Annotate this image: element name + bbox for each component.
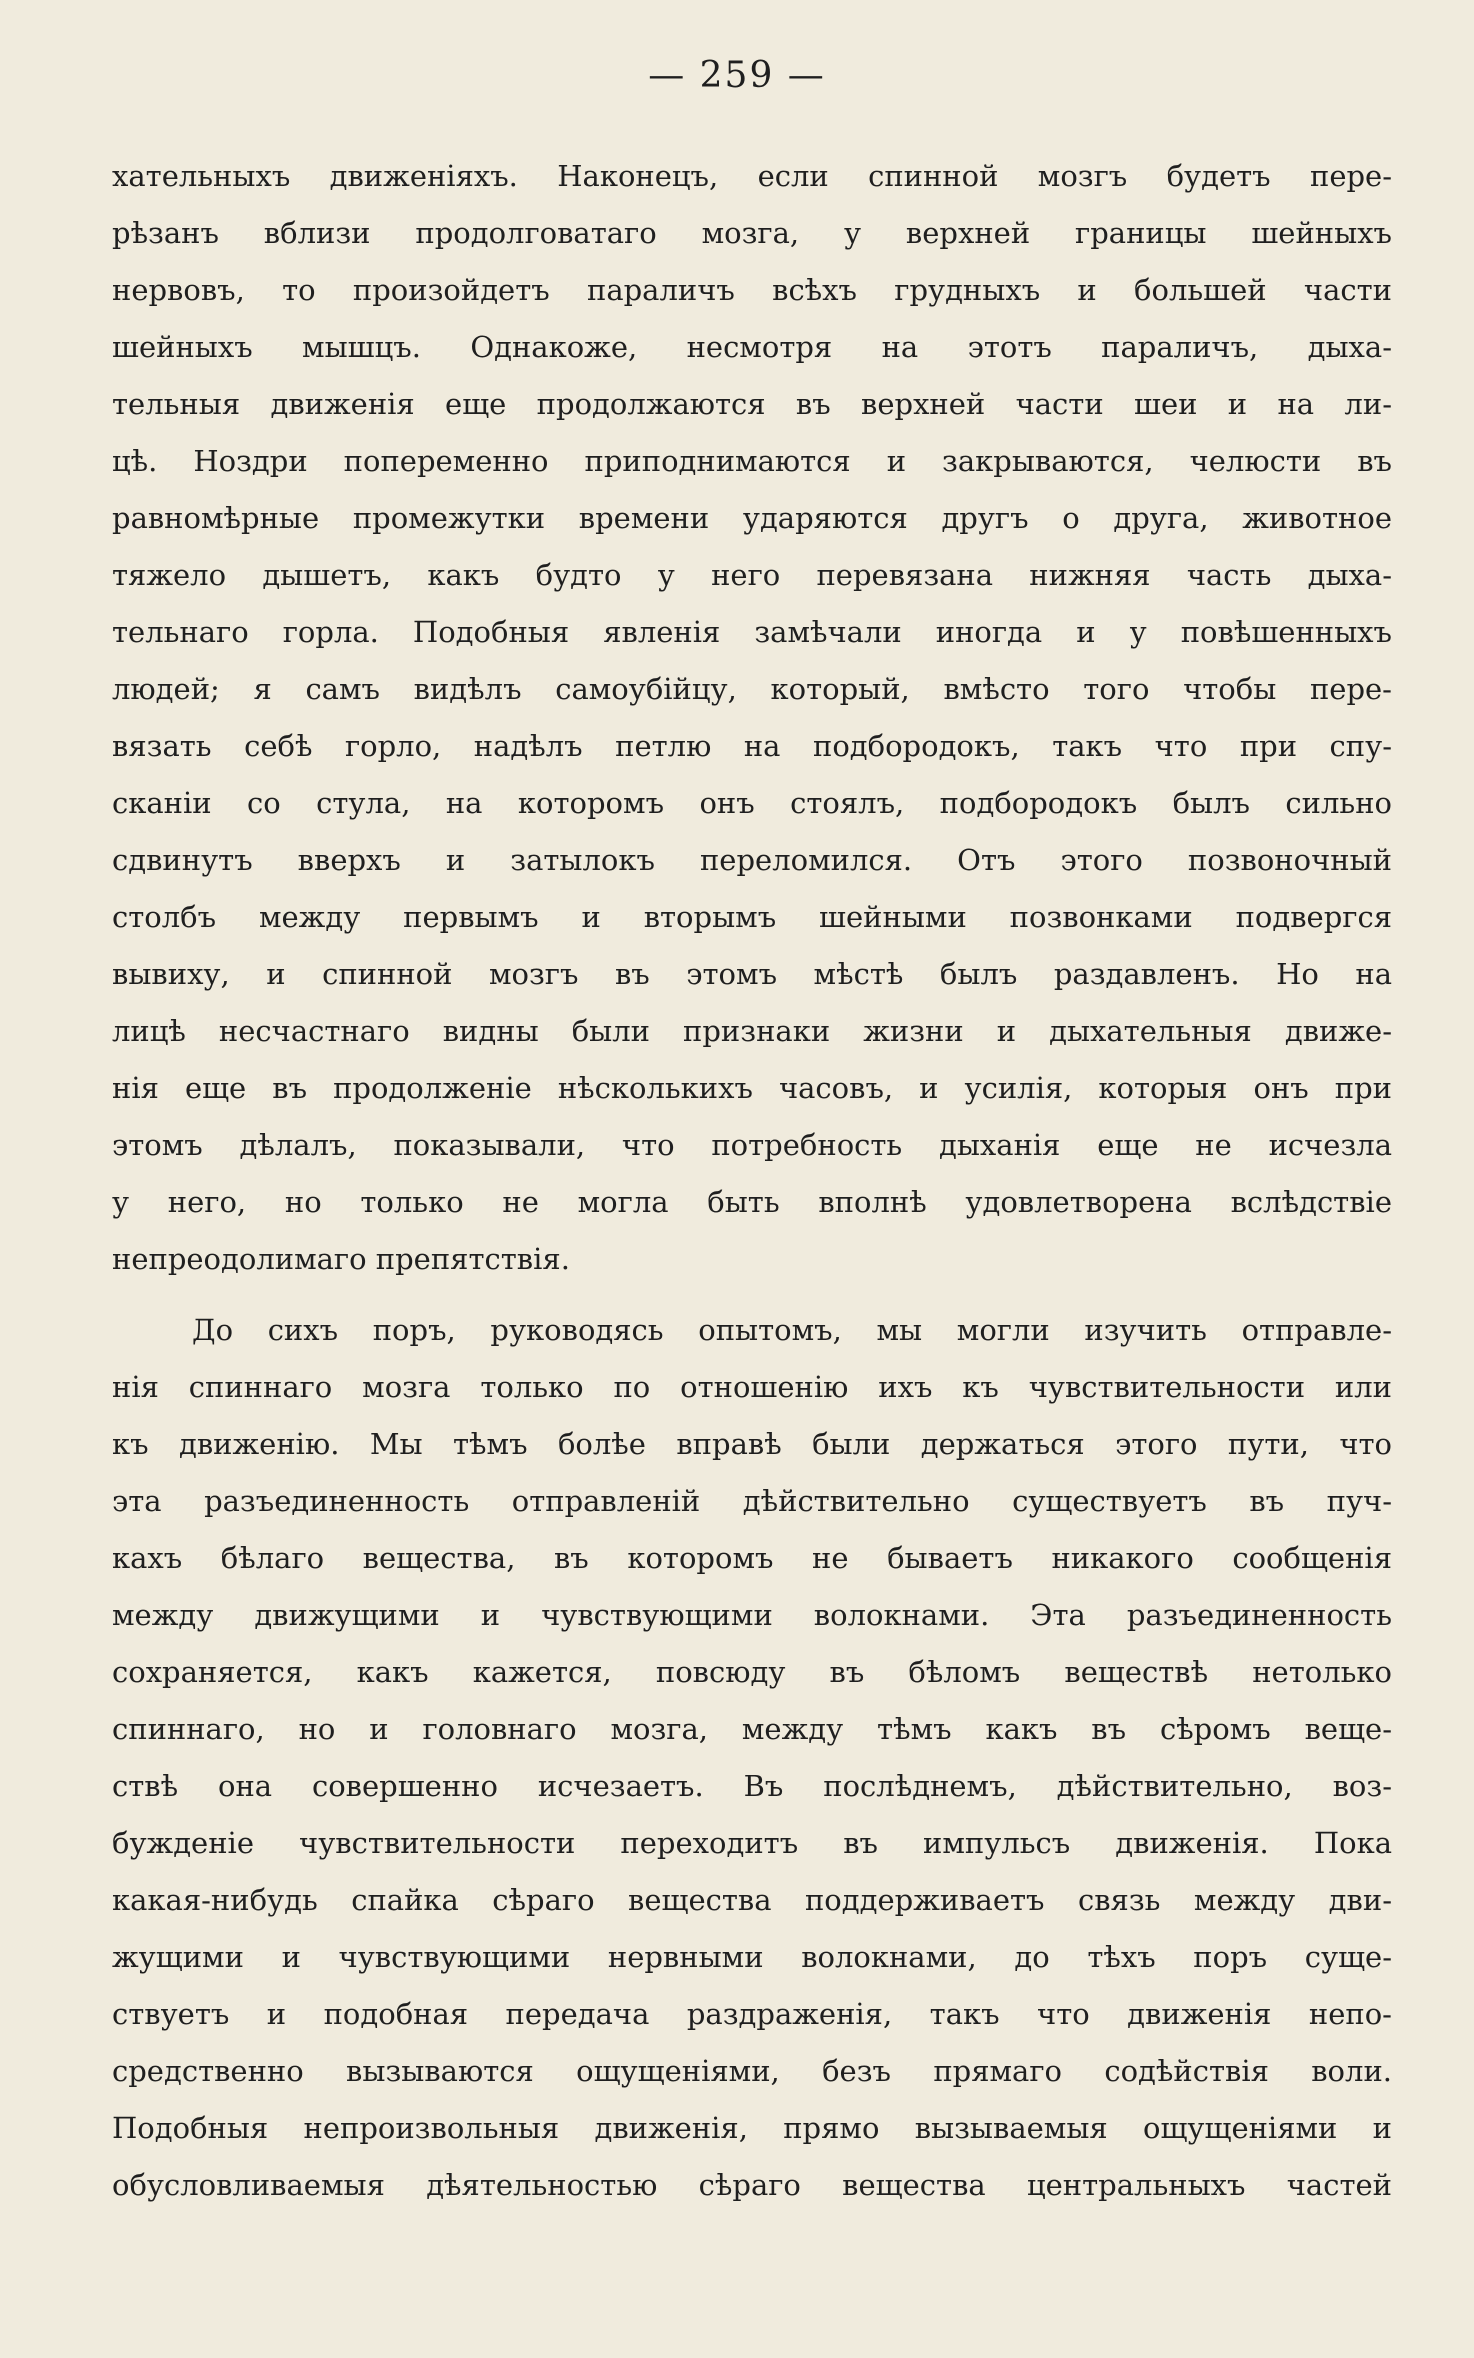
text-line: нія еще въ продолженіе нѣсколькихъ часовъ, и усилія, которыя онъ при bbox=[112, 1071, 1392, 1105]
text-line: рѣзанъ вблизи продолговатаго мозга, у верхней границы шейныхъ bbox=[112, 216, 1392, 250]
text-line: столбъ между первымъ и вторымъ шейными позвонками подвергся bbox=[112, 900, 1392, 934]
text-line: вязать себѣ горло, надѣлъ петлю на подбородокъ, такъ что при спу- bbox=[112, 729, 1392, 763]
text-line: тяжело дышетъ, какъ будто у него перевязана нижняя часть дыха- bbox=[112, 558, 1392, 592]
text-line: жущими и чувствующими нервными волокнами, до тѣхъ поръ суще- bbox=[112, 1940, 1392, 1974]
text-line: хательныхъ движеніяхъ. Наконецъ, если спинной мозгъ будетъ пере- bbox=[112, 159, 1392, 193]
text-line: вывиху, и спинной мозгъ въ этомъ мѣстѣ былъ раздавленъ. Но на bbox=[112, 957, 1392, 991]
text-line: какая-нибудь спайка сѣраго вещества поддерживаетъ связь между дви- bbox=[112, 1883, 1392, 1917]
text-line: бужденіе чувствительности переходитъ въ импульсъ движенія. Пока bbox=[112, 1826, 1392, 1860]
text-line: эта разъединенность отправленій дѣйствительно существуетъ въ пуч- bbox=[112, 1484, 1392, 1518]
body-text bbox=[112, 148, 1392, 2214]
text-line: цѣ. Ноздри попеременно приподнимаются и закрываются, челюсти въ bbox=[112, 444, 1392, 478]
text-line: къ движенію. Мы тѣмъ болѣе вправѣ были держаться этого пути, что bbox=[112, 1427, 1392, 1461]
text-line: ствуетъ и подобная передача раздраженія, такъ что движенія непо- bbox=[112, 1997, 1392, 2031]
text-line: лицѣ несчастнаго видны были признаки жизни и дыхательныя движе- bbox=[112, 1014, 1392, 1048]
text-line: До сихъ поръ, руководясь опытомъ, мы могли изучить отправле- bbox=[192, 1313, 1392, 1347]
text-line: спиннаго, но и головнаго мозга, между тѣмъ какъ въ сѣромъ веще- bbox=[112, 1712, 1392, 1746]
text-line: сканіи со стула, на которомъ онъ стоялъ, подбородокъ былъ сильно bbox=[112, 786, 1392, 820]
text-line: этомъ дѣлалъ, показывали, что потребность дыханія еще не исчезла bbox=[112, 1128, 1392, 1162]
text-line: непреодолимаго препятствія. bbox=[112, 1242, 570, 1276]
text-line: шейныхъ мышцъ. Однакоже, несмотря на этотъ параличъ, дыха- bbox=[112, 330, 1392, 364]
text-line: сдвинутъ вверхъ и затылокъ переломился. Отъ этого позвоночный bbox=[112, 843, 1392, 877]
text-line: сохраняется, какъ кажется, повсюду въ бѣломъ веществѣ нетолько bbox=[112, 1655, 1392, 1689]
text-line: людей; я самъ видѣлъ самоубійцу, который, вмѣсто того чтобы пере- bbox=[112, 672, 1392, 706]
text-line: у него, но только не могла быть вполнѣ удовлетворена вслѣдствіе bbox=[112, 1185, 1392, 1219]
text-line: обусловливаемыя дѣятельностью сѣраго вещества центральныхъ частей bbox=[112, 2168, 1392, 2202]
text-line: ствѣ она совершенно исчезаетъ. Въ послѣднемъ, дѣйствительно, воз- bbox=[112, 1769, 1392, 1803]
text-line: кахъ бѣлаго вещества, въ которомъ не бываетъ никакого сообщенія bbox=[112, 1541, 1392, 1575]
paragraph bbox=[112, 1302, 1392, 2214]
text-line: тельныя движенія еще продолжаются въ верхней части шеи и на ли- bbox=[112, 387, 1392, 421]
text-line: между движущими и чувствующими волокнами. Эта разъединенность bbox=[112, 1598, 1392, 1632]
page-number: — 259 — bbox=[648, 55, 826, 96]
text-line: нія спиннаго мозга только по отношенію ихъ къ чувствительности или bbox=[112, 1370, 1392, 1404]
text-line: нервовъ, то произойдетъ параличъ всѣхъ грудныхъ и большей части bbox=[112, 273, 1392, 307]
text-line: средственно вызываются ощущеніями, безъ прямаго содѣйствія воли. bbox=[112, 2054, 1392, 2088]
paragraph bbox=[112, 148, 1392, 1288]
text-line: равномѣрные промежутки времени ударяются другъ о друга, животное bbox=[112, 501, 1392, 535]
text-line: Подобныя непроизвольныя движенія, прямо вызываемыя ощущеніями и bbox=[112, 2111, 1392, 2145]
text-line: тельнаго горла. Подобныя явленія замѣчали иногда и у повѣшенныхъ bbox=[112, 615, 1392, 649]
